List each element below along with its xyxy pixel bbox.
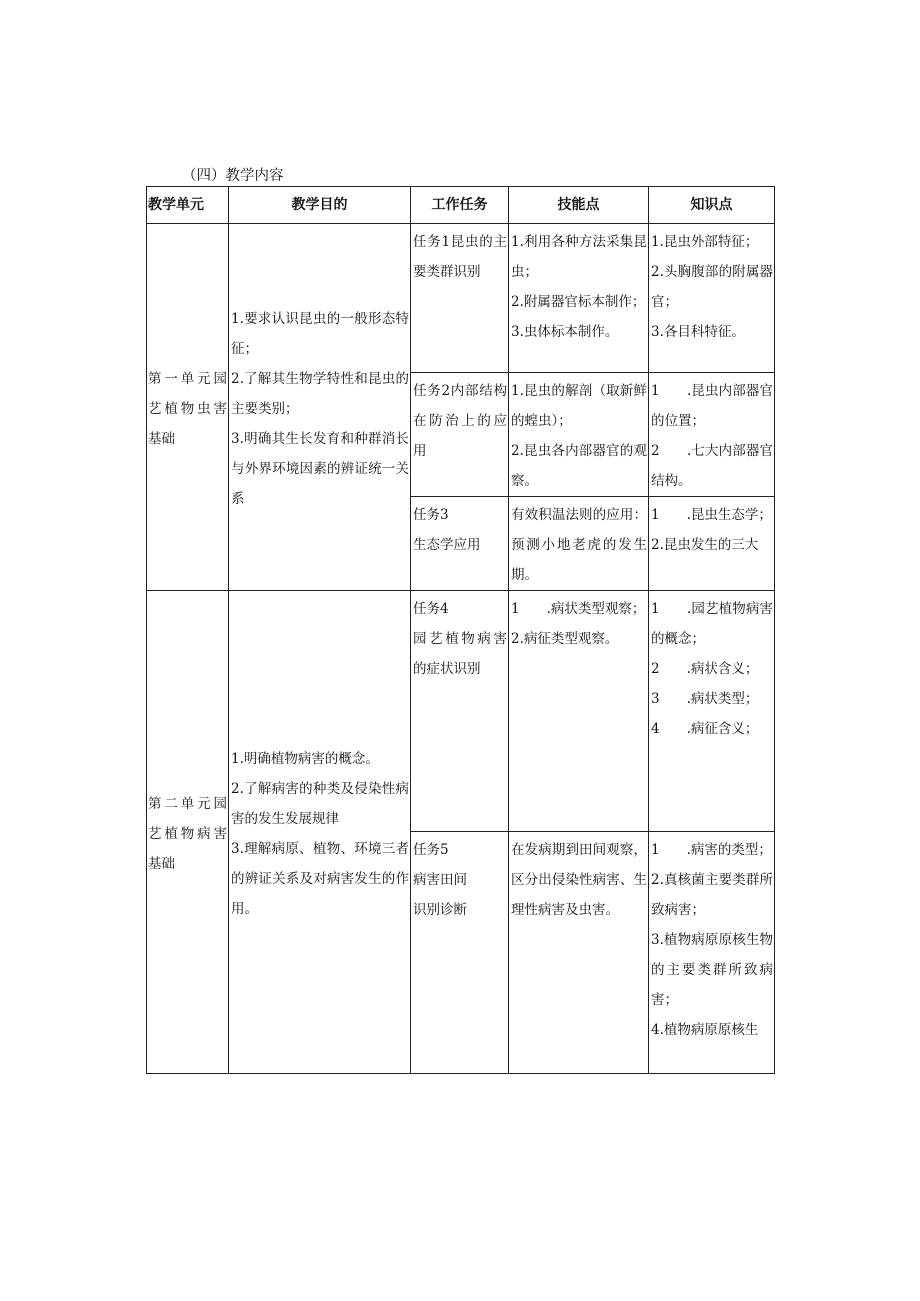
task-4-skills-cell bbox=[509, 591, 649, 832]
task-3-knowledge-cell bbox=[649, 497, 775, 591]
task-1-cell bbox=[411, 224, 509, 373]
task-1-name: 任务1昆虫的主要类群识别 bbox=[413, 234, 507, 280]
task-3-name: 任务3 生态学应用 bbox=[413, 507, 481, 553]
task-2-skills-cell bbox=[509, 373, 649, 497]
task-5-cell bbox=[411, 832, 509, 1074]
task-3-cell bbox=[411, 497, 509, 591]
task-1-skills: 1.利用各种方法采集昆虫； 2.附属器官标本制作； 3.虫体标本制作。 bbox=[511, 234, 647, 340]
task-4-skills: 1 .病状类型观察； 2.病征类型观察。 bbox=[511, 601, 646, 647]
task-3-knowledge: 1 .昆虫生态学； 2.昆虫发生的三大 bbox=[651, 507, 772, 553]
task-2-cell bbox=[411, 373, 509, 497]
task-5-skills-cell bbox=[509, 832, 649, 1074]
header-teaching-unit: 教学单元 bbox=[147, 187, 229, 224]
unit-1-name-cell bbox=[147, 224, 229, 591]
header-work-task: 工作任务 bbox=[411, 187, 509, 224]
header-teaching-goal: 教学目的 bbox=[229, 187, 411, 224]
task-3-skills: 有效积温法则的应用：预测小地老虎的发生期。 bbox=[511, 507, 647, 583]
task-4-name: 任务4 园艺植物病害的症状识别 bbox=[413, 601, 507, 677]
unit-1-goals: 1.要求认识昆虫的一般形态特征； 2.了解其生物学特性和昆虫的主要类别； 3.明确其生长发育和种群消长与外界环境因素的辨证统一关系 bbox=[231, 310, 409, 507]
table-header-row bbox=[147, 187, 775, 224]
task-2-knowledge-cell bbox=[649, 373, 775, 497]
task-3-skills-cell bbox=[509, 497, 649, 591]
task-2-skills: 1.昆虫的解剖（取新鲜的蝗虫）； 2.昆虫各内部器官的观察。 bbox=[511, 383, 647, 489]
task-5-knowledge: 1 .病害的类型； 2.真核菌主要类群所致病害； 3.植物病原原核生物的主要类群所致病害； 4.植物病原原核生 bbox=[651, 842, 773, 1038]
task-5-name: 任务5 病害田间 识别诊断 bbox=[413, 842, 467, 918]
task-2-knowledge: 1 .昆虫内部器官的位置； 2 .七大内部器官结构。 bbox=[651, 383, 773, 489]
section-title: （四）教学内容 bbox=[182, 168, 284, 184]
header-skill-point: 技能点 bbox=[509, 187, 649, 224]
task-4-cell bbox=[411, 591, 509, 832]
unit-2-goals-cell bbox=[229, 591, 411, 1074]
teaching-content-table bbox=[146, 186, 775, 1074]
task-1-knowledge-cell bbox=[649, 224, 775, 373]
unit-2-name: 第二单元园艺植物病害基础 bbox=[148, 795, 227, 872]
table-row bbox=[147, 591, 775, 832]
task-4-knowledge: 1 .园艺植物病害的概念； 2 .病状含义； 3 .病状类型； 4 .病征含义； bbox=[651, 601, 773, 737]
header-knowledge-point: 知识点 bbox=[649, 187, 775, 224]
task-5-skills: 在发病期到田间观察，区分出侵染性病害、生理性病害及虫害。 bbox=[511, 842, 647, 918]
task-1-knowledge: 1.昆虫外部特征； 2.头胸腹部的附属器官； 3.各目科特征。 bbox=[651, 234, 773, 340]
task-2-name: 任务2内部结构在防治上的应用 bbox=[413, 383, 507, 459]
table-row bbox=[147, 224, 775, 373]
unit-1-goals-cell bbox=[229, 224, 411, 591]
task-5-knowledge-cell bbox=[649, 832, 775, 1074]
unit-1-name: 第一单元园艺植物虫害基础 bbox=[148, 370, 227, 447]
task-1-skills-cell bbox=[509, 224, 649, 373]
unit-2-goals: 1.明确植物病害的概念。 2.了解病害的种类及侵染性病害的发生发展规律 3.理解病原、植物、环境三者的辨证关系及对病害发生的作用。 bbox=[231, 750, 409, 917]
task-4-knowledge-cell bbox=[649, 591, 775, 832]
unit-2-name-cell bbox=[147, 591, 229, 1074]
